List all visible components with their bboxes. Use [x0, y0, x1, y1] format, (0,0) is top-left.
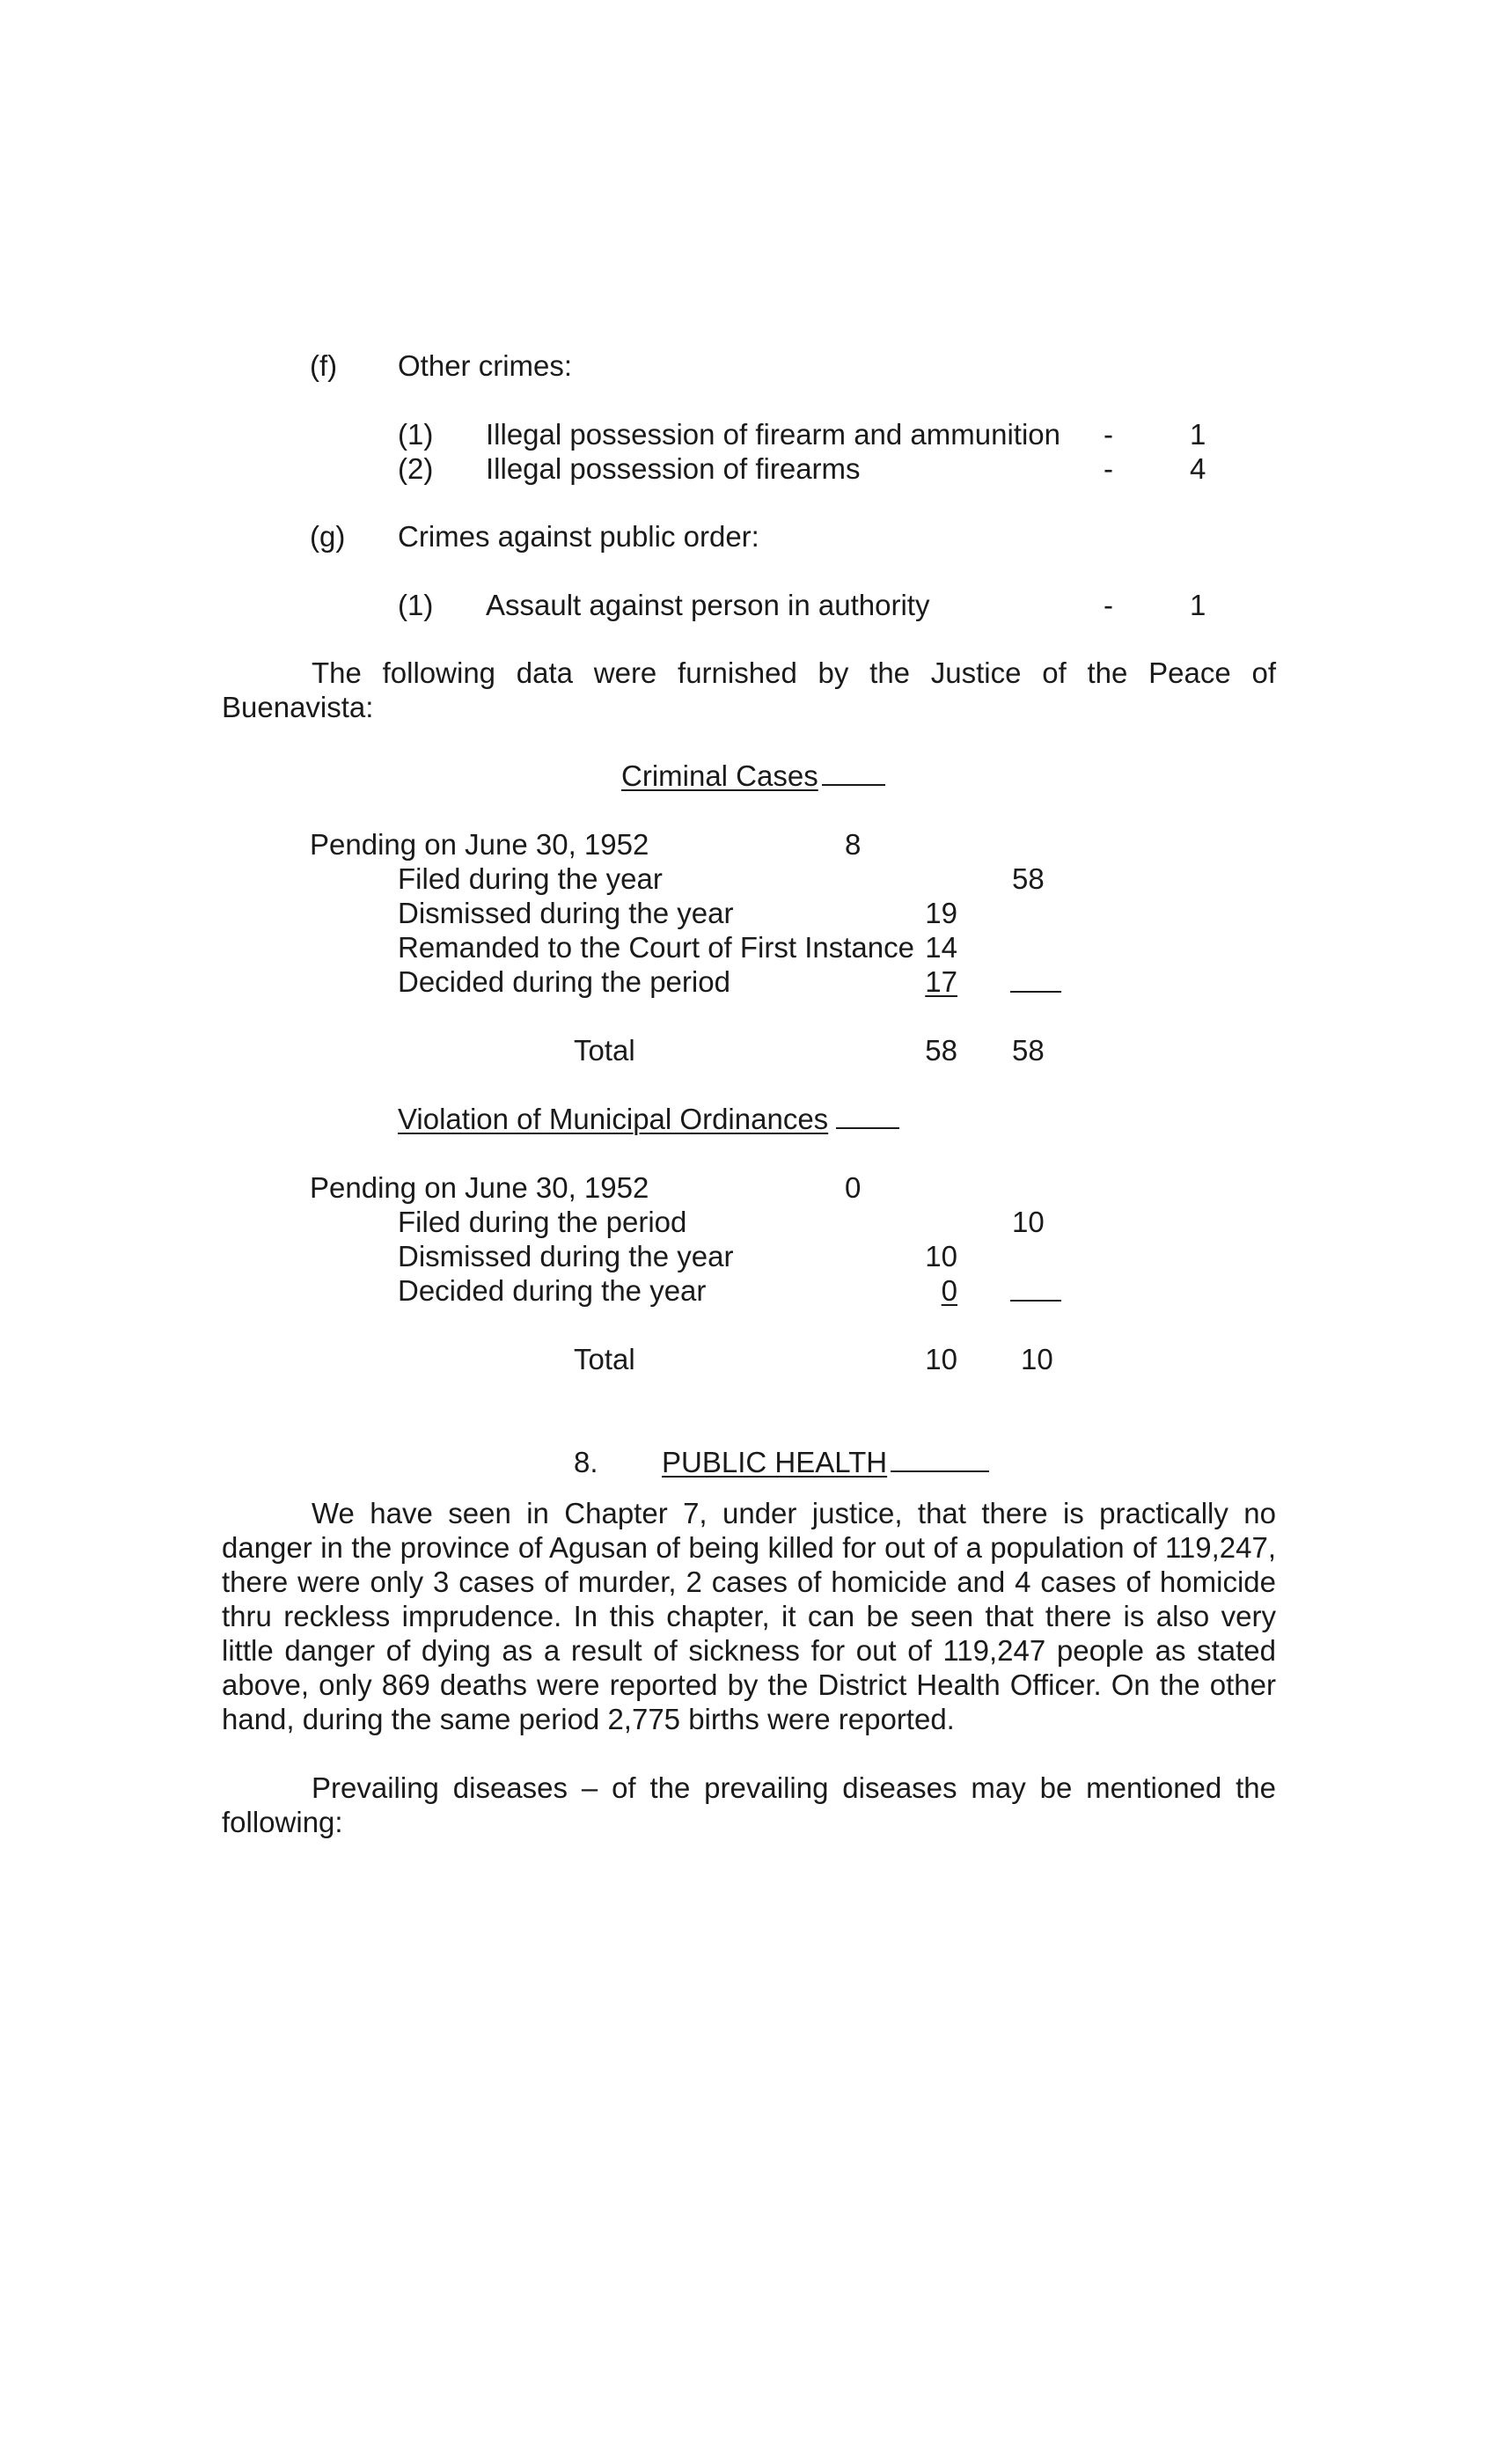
pending-label: Pending on June 30, 1952	[310, 1171, 649, 1204]
decided-label: Decided during the period	[398, 965, 730, 998]
list-marker-g: (g)	[310, 520, 346, 553]
diseases-paragraph	[222, 1771, 1276, 1839]
total-label: Total	[574, 1034, 635, 1067]
sum-rule	[1010, 991, 1061, 993]
intro-paragraph-text: The following data were furnished by the Justice of the Peace of Buenavista:	[222, 656, 1276, 723]
decided-label: Decided during the year	[398, 1274, 707, 1307]
decided-value: 17	[925, 965, 957, 998]
other-crimes-heading: Other crimes:	[398, 349, 573, 382]
total-right-value: 58	[1012, 1034, 1045, 1067]
item-marker: (1)	[398, 418, 434, 451]
title-rule	[891, 1470, 989, 1472]
section-number: 8.	[574, 1446, 598, 1478]
pending-value: 0	[845, 1171, 862, 1204]
filed-label: Filed during the year	[398, 862, 663, 895]
criminal-cases-title: Criminal Cases	[621, 759, 818, 792]
dismissed-value: 19	[925, 897, 957, 929]
crime-dash: -	[1104, 589, 1113, 621]
item-marker: (2)	[398, 452, 434, 485]
ordinances-title: Violation of Municipal Ordinances	[398, 1103, 829, 1135]
remanded-value: 14	[925, 931, 957, 964]
title-rule	[822, 784, 885, 786]
crime-count: 1	[1190, 589, 1206, 621]
filed-value: 10	[1012, 1206, 1045, 1238]
total-label: Total	[574, 1343, 635, 1375]
crime-count: 1	[1190, 418, 1206, 451]
total-left-value: 10	[925, 1343, 957, 1375]
pending-value: 8	[845, 828, 862, 861]
diseases-paragraph-text: Prevailing diseases – of the prevailing diseases may be mentioned the following:	[222, 1771, 1276, 1838]
dismissed-value: 10	[925, 1240, 957, 1272]
filed-label: Filed during the period	[398, 1206, 687, 1238]
title-rule	[836, 1127, 899, 1129]
intro-paragraph	[222, 656, 1276, 724]
crime-label: Illegal possession of firearm and ammunition	[486, 418, 1060, 451]
remanded-label: Remanded to the Court of First Instance	[398, 931, 914, 964]
total-left-value: 58	[925, 1034, 957, 1067]
section-title: PUBLIC HEALTH	[662, 1446, 888, 1478]
crime-label: Assault against person in authority	[486, 589, 930, 621]
decided-value: 0	[941, 1274, 957, 1307]
sum-rule	[1010, 1300, 1061, 1302]
pending-label: Pending on June 30, 1952	[310, 828, 649, 861]
dismissed-label: Dismissed during the year	[398, 897, 734, 929]
public-order-heading: Crimes against public order:	[398, 520, 759, 553]
health-paragraph-text: We have seen in Chapter 7, under justice, that there is practically no danger in the province of Agusan of being killed for out of a population of 119,247, there were only 3 cases of murder, 2 cases of homicide and 4 cases of homicide thru reckless imprudence. In this chapter, it can be seen that there is also very little danger of dying as a result of sickness for out of 119,247 people as stated above, only 869 deaths were reported by the District Health Officer. On the other hand, during the same period 2,775 births were reported.	[222, 1497, 1276, 1735]
item-marker: (1)	[398, 589, 434, 621]
crime-dash: -	[1104, 452, 1113, 485]
dismissed-label: Dismissed during the year	[398, 1240, 734, 1272]
crime-label: Illegal possession of firearms	[486, 452, 861, 485]
health-paragraph	[222, 1496, 1276, 1736]
list-marker-f: (f)	[310, 349, 338, 382]
filed-value: 58	[1012, 862, 1045, 895]
crime-dash: -	[1104, 418, 1113, 451]
crime-count: 4	[1190, 452, 1206, 485]
total-right-value: 10	[1021, 1343, 1053, 1375]
